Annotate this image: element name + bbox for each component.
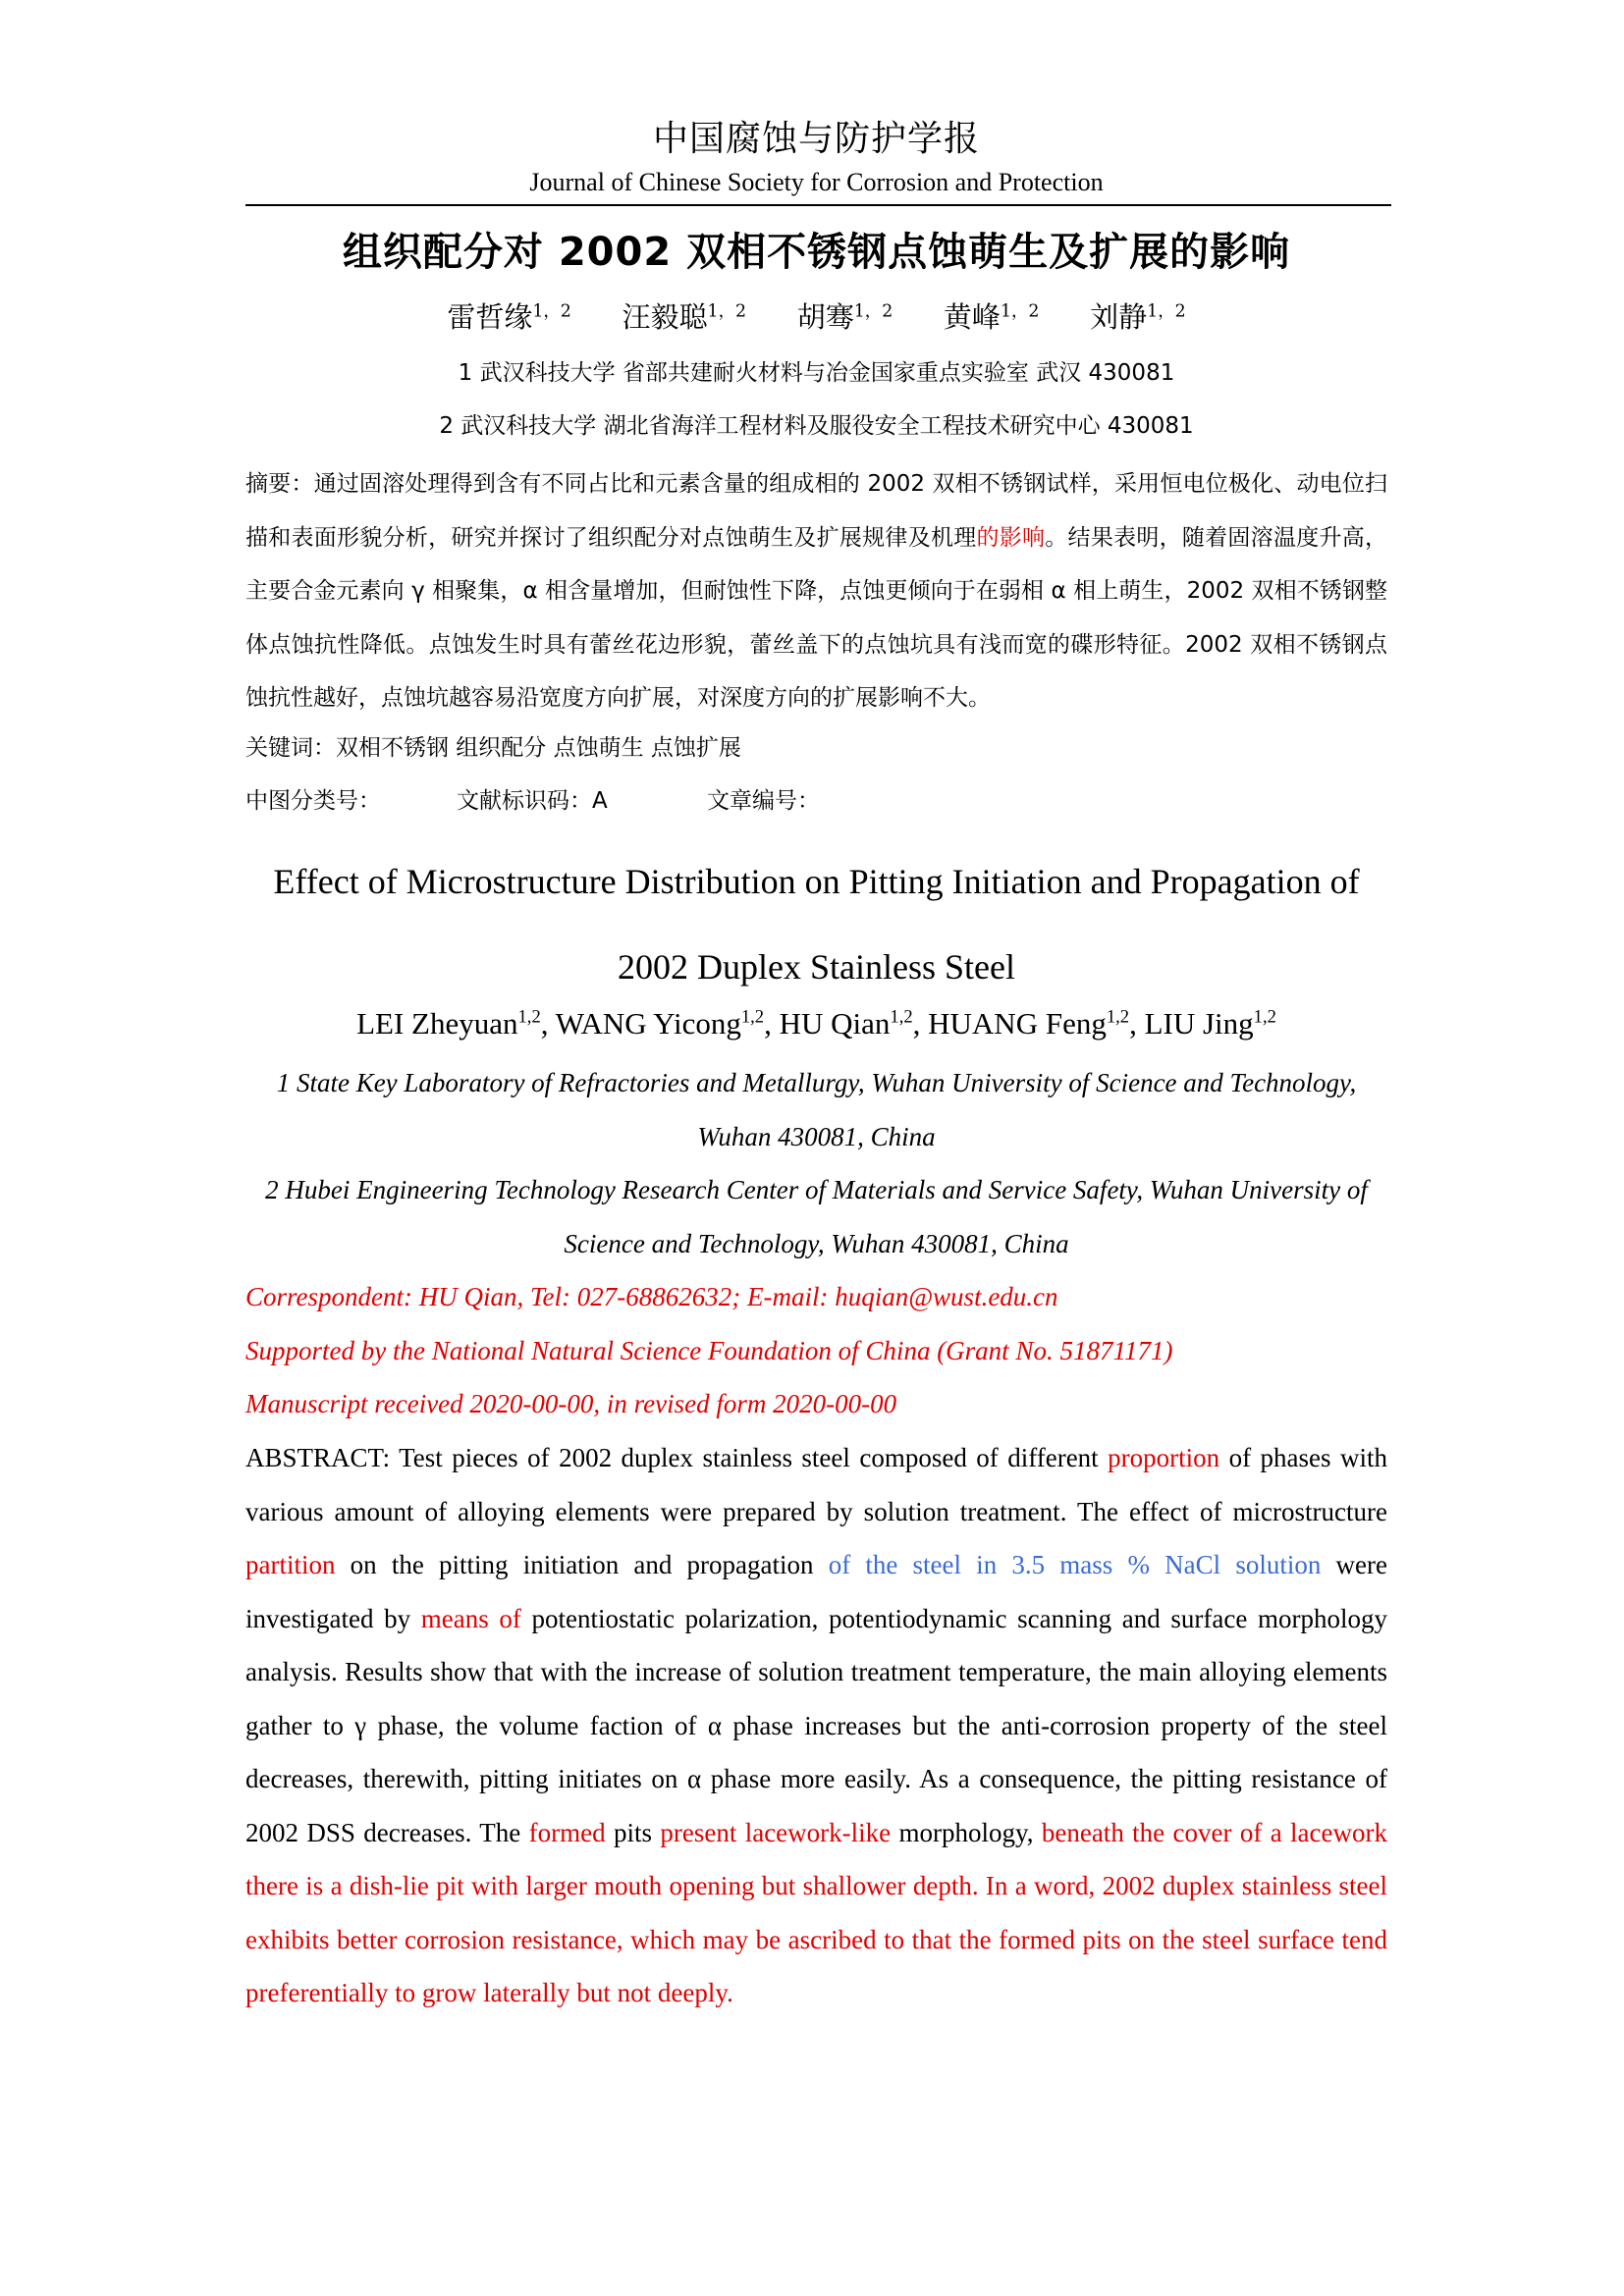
author-cn: 胡骞$^{1,2}$ [796,300,893,334]
classification-line [245,778,1387,824]
authors-en [245,999,1387,1048]
revision-highlight: 的影响 [976,524,1046,551]
paper-title-en: Effect of Microstructure Distribution on Pitting Initiation and Propagation of 2002 Duplex Stainless Steel [273,862,1360,987]
revision-highlight-blue: of the steel in 3.5 mass % NaCl solution [828,1550,1322,1579]
revision-highlight: present lacework-like [660,1817,892,1847]
revision-highlight: means of [420,1603,521,1633]
paper-title-cn: 组织配分对 2002 双相不锈钢点蚀萌生及扩展的影响 [342,230,1291,275]
author-en: LEI Zheyuan$^{1,2}$, [356,1006,556,1041]
journal-title-cn: 中国腐蚀与防护学报 [652,119,980,159]
affiliation-en-2: 2 Hubei Engineering Technology Research Center of Materials and Service Safety, Wuhan University of Science and Technology, Wuhan 430081, China [265,1175,1368,1258]
author-cn: 黄峰$^{1,2}$ [943,300,1040,334]
affiliation-cn-2: 2 武汉科技大学 湖北省海洋工程材料及服役安全工程技术研究中心 430081 [439,413,1194,439]
revision-highlight: proportion [1108,1443,1220,1472]
author-en: WANG Yicong$^{1,2}$, [555,1006,780,1041]
header-rule [245,204,1391,206]
article-no-label: 文章编号： [707,788,820,814]
abstract-cn-label: 摘要： [245,471,314,497]
revision-highlight: beneath the cover of a lacework there is a dish-lie pit with larger mouth opening but shallower depth. In a word, 2002 duplex stainless steel exhibits better corrosion resistance, which may be ascribed to that the formed pits on the steel surface tend preferentially to grow laterally but not deeply. [245,1817,1387,2007]
author-en: HU Qian$^{1,2}$, [779,1006,929,1041]
affiliation-en-1: 1 State Key Laboratory of Refractories and Metallurgy, Wuhan University of Science and Technology, Wuhan 430081, China [276,1068,1357,1151]
funding-line: Supported by the National Natural Science Foundation of China (Grant No. 51871171) [245,1336,1173,1365]
clc-label: 中图分类号： [245,788,381,814]
abstract-en: ABSTRACT: Test pieces of 2002 duplex stainless steel composed of different proportion of phases with various amount of alloying elements were prepared by solution treatment. The effect of microstructure partition on the pitting initiation and propagation of the steel in 3.5 mass % NaCl solution were investigated by means of potentiostatic polarization, potentiodynamic scanning and surface morphology analysis. Results show that with the increase of solution treatment temperature, the main alloying elements gather to γ phase, the volume faction of α phase increases but the anti-corrosion property of the steel decreases, therewith, pitting initiates on α phase more easily. As a consequence, the pitting resistance of 2002 DSS decreases. The formed pits present lacework-like morphology, beneath the cover of a lacework there is a dish-lie pit with larger mouth opening but shallower depth. In a word, 2002 duplex stainless steel exhibits better corrosion resistance, which may be ascribed to that the formed pits on the steel surface tend preferentially to grow laterally but not deeply. [245,1443,1387,2007]
doc-code-label: 文献标识码：A [457,788,608,814]
author-cn: 刘静$^{1,2}$ [1090,300,1186,334]
affiliation-cn-1: 1 武汉科技大学 省部共建耐火材料与冶金国家重点实验室 武汉 430081 [458,360,1175,386]
correspondent-line: Correspondent: HU Qian, Tel: 027-68862632; E-mail: huqian@wust.edu.cn [245,1282,1058,1311]
author-en: LIU Jing$^{1,2}$ [1144,1006,1276,1041]
revision-highlight: formed [528,1817,606,1847]
abstract-cn: 摘要：通过固溶处理得到含有不同占比和元素含量的组成相的 2002 双相不锈钢试样，采用恒电位极化、动电位扫描和表面形貌分析，研究并探讨了组织配分对点蚀萌生及扩展规律及机理的影响。结果表明，随着固溶温度升高，主要合金元素向 γ 相聚集，α 相含量增加，但耐蚀性下降，点蚀更倾向于在弱相 α 相上萌生，2002 双相不锈钢整体点蚀抗性降低。点蚀发生时具有蕾丝花边形貌，蕾丝盖下的点蚀坑具有浅而宽的碟形特征。2002 双相不锈钢点蚀抗性越好，点蚀坑越容易沿宽度方向扩展，对深度方向的扩展影响不大。 [245,471,1388,711]
authors-cn [245,294,1387,340]
keywords-cn: 关键词：双相不锈钢 组织配分 点蚀萌生 点蚀扩展 [245,735,741,761]
manuscript-received-line: Manuscript received 2020-00-00, in revised form 2020-00-00 [245,1389,897,1418]
journal-title-en: Journal of Chinese Society for Corrosion and Protection [529,168,1104,196]
author-cn: 汪毅聪$^{1,2}$ [622,300,747,334]
revision-highlight: partition [245,1550,336,1579]
author-cn: 雷哲缘$^{1,2}$ [447,300,571,334]
author-en: HUANG Feng$^{1,2}$, [928,1006,1145,1041]
